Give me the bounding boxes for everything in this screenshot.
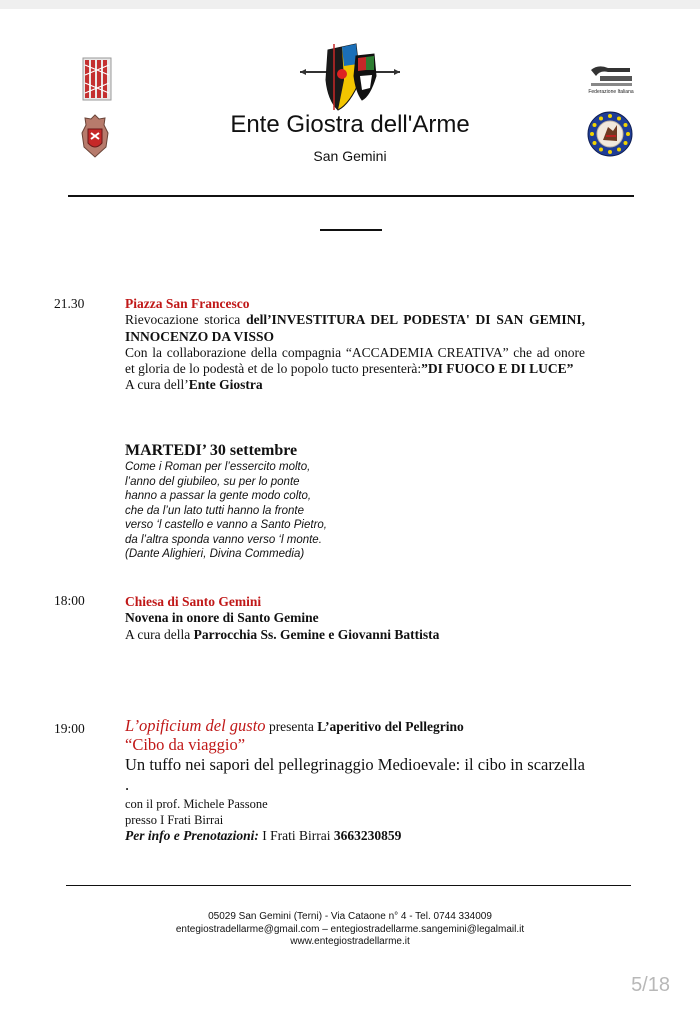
event3-info-venue: I Frati Birrai — [258, 828, 334, 844]
poem-line: che da l’un lato tutti hanno la fronte — [125, 504, 305, 517]
header-subtitle: San Gemini — [313, 148, 387, 164]
event3-organizer: L’opificium del gusto — [125, 716, 266, 735]
event3-subtitle: “Cibo da viaggio” — [125, 735, 246, 755]
event3-info-label: Per info e Prenotazioni: — [125, 828, 259, 844]
header-title: Ente Giostra dell'Arme — [230, 111, 470, 138]
viewer-top-bar — [0, 0, 700, 9]
event-organizer-name: Ente Giostra — [188, 377, 263, 393]
event2-place: Chiesa di Santo Gemini — [125, 594, 262, 609]
poem-line: l’anno del giubileo, su per lo ponte — [125, 475, 300, 488]
event2-organizer-prefix: A cura della — [125, 626, 194, 642]
footer-address: 05029 San Gemini (Terni) - Via Cataone n° 4 - Tel. 0744 334009 — [208, 911, 492, 922]
event3-heading — [125, 718, 585, 735]
event3-block — [125, 718, 585, 845]
event3-time: 19:00 — [54, 721, 85, 736]
footer-emails: entegiostradellarme@gmail.com – entegiostradellarme.sangemini@legalmail.it — [175, 923, 525, 935]
european-stars-badge-logo — [586, 110, 634, 158]
event-collaboration — [125, 345, 585, 378]
footer — [0, 911, 700, 949]
event-time: 21.30 — [54, 296, 85, 311]
event2-time: 18:00 — [54, 593, 85, 608]
header-short-divider — [320, 229, 382, 231]
day-heading: MARTEDI’ 30 settembre — [125, 442, 298, 459]
poem-attribution: (Dante Alighieri, Divina Commedia) — [125, 548, 305, 561]
event-organizer — [125, 377, 585, 393]
event-show-title: ”DI FUOCO E DI LUCE” — [421, 361, 574, 377]
poem-line: Come i Roman per l’essercito molto, — [125, 461, 311, 474]
event2-organizer — [125, 627, 585, 643]
event-description-bold: dell’INVESTITURA DEL PODESTA' DI SAN GEMINI, INNOCENZO DA VISSO — [125, 312, 585, 344]
day-section — [125, 443, 585, 562]
event3-professor: con il prof. Michele Passone — [125, 797, 268, 812]
footer-divider — [66, 885, 631, 886]
event3-info — [125, 828, 585, 844]
event3-description: Un tuffo nei sapori del pellegrinaggio Medioevale: il cibo in scarzella . — [125, 755, 585, 795]
event-description-text: Rievocazione storica — [125, 312, 247, 328]
header-divider — [68, 195, 634, 197]
event-description — [125, 312, 585, 345]
page-indicator: 5/18 — [631, 974, 670, 996]
event3-phone: 3663230859 — [333, 828, 402, 844]
town-coat-of-arms-logo — [82, 57, 112, 101]
event2-title: Novena in onore di Santo Gemine — [125, 610, 319, 626]
poem-line: da l’altra sponda vanno verso ‘l monte. — [125, 533, 322, 546]
poem-block — [125, 460, 585, 562]
ente-giostra-emblem-logo — [298, 40, 402, 112]
event-collaboration-text: Con la collaborazione della compagnia “ACCADEMIA CREATIVA” che ad onore et gloria de lo podestà et de lo popolo tucto presenterà: — [125, 344, 585, 377]
federation-logo — [588, 64, 634, 98]
event-organizer-prefix: A cura dell’ — [125, 377, 189, 393]
event2-block — [125, 594, 585, 643]
event-block — [125, 296, 585, 394]
federation-logo-text: Federazione Italiana — [588, 89, 634, 95]
footer-website: www.entegiostradellarme.it — [290, 936, 410, 947]
event3-venue: presso I Frati Birrai — [125, 813, 224, 828]
poem-line: hanno a passar la gente modo colto, — [125, 490, 312, 503]
event2-organizer-name: Parrocchia Ss. Gemine e Giovanni Battista — [193, 626, 440, 642]
event3-aperitivo: L’aperitivo del Pellegrino — [317, 719, 464, 734]
event3-presenta: presenta — [265, 719, 318, 734]
event-place: Piazza San Francesco — [125, 296, 250, 311]
poem-line: verso ‘l castello e vanno a Santo Pietro, — [125, 519, 328, 532]
